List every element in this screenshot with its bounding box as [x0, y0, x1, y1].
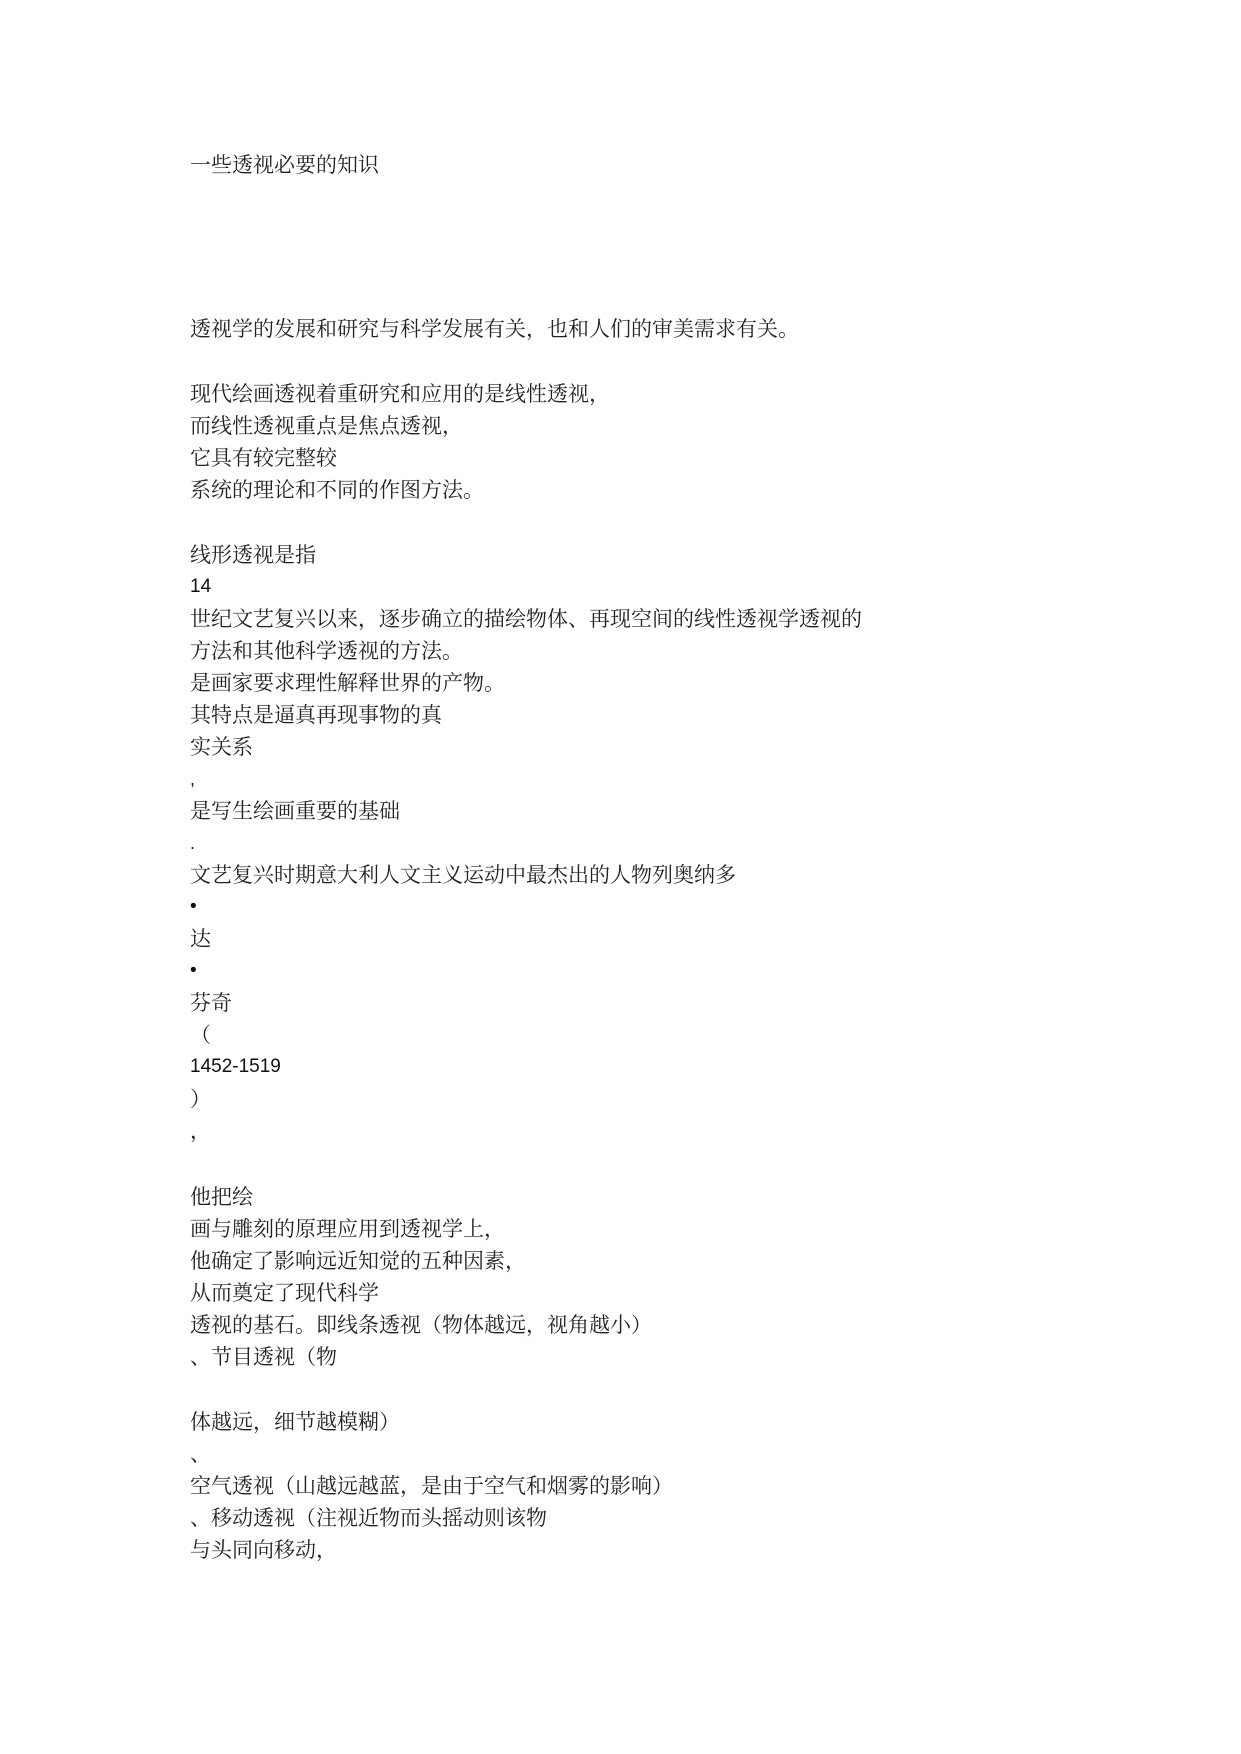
document-title: 一些透视必要的知识: [190, 153, 379, 177]
text-line: 他确定了影响远近知觉的五种因素，: [190, 1249, 526, 1273]
text-line: 是写生绘画重要的基础: [190, 799, 400, 823]
text-line: 世纪文艺复兴以来，逐步确立的描绘物体、再现空间的线性透视学透视的: [190, 607, 862, 631]
text-line: 、移动透视（注视近物而头摇动则该物: [190, 1506, 547, 1530]
text-line: 实关系: [190, 735, 253, 759]
text-line: 14: [190, 576, 212, 597]
text-line: 、: [190, 1442, 211, 1466]
text-line: 线形透视是指: [190, 543, 316, 567]
text-line: 达: [190, 927, 211, 951]
text-line: ,: [190, 769, 196, 789]
text-line: •: [190, 896, 197, 917]
text-line: 与头同向移动，: [190, 1538, 337, 1562]
text-line: 1452-1519: [190, 1056, 281, 1077]
text-line: 是画家要求理性解释世界的产物。: [190, 671, 505, 695]
text-line: 而线性透视重点是焦点透视，: [190, 414, 463, 438]
text-line: 、节目透视（物: [190, 1345, 337, 1369]
text-line: 画与雕刻的原理应用到透视学上，: [190, 1217, 505, 1241]
text-line: 透视的基石。即线条透视（物体越远，视角越小）: [190, 1313, 652, 1337]
text-line: 现代绘画透视着重研究和应用的是线性透视，: [190, 382, 610, 406]
text-line: 其特点是逼真再现事物的真: [190, 703, 442, 727]
text-line: 系统的理论和不同的作图方法。: [190, 478, 484, 502]
text-line: 体越远，细节越模糊）: [190, 1410, 400, 1434]
text-line: ，: [190, 1119, 211, 1143]
text-line: 文艺复兴时期意大利人文主义运动中最杰出的人物列奥纳多: [190, 863, 736, 887]
text-line: 他把绘: [190, 1185, 253, 1209]
text-line: 空气透视（山越远越蓝，是由于空气和烟雾的影响）: [190, 1474, 673, 1498]
text-line: .: [190, 833, 196, 853]
text-line: 它具有较完整较: [190, 446, 337, 470]
text-line: 透视学的发展和研究与科学发展有关，也和人们的审美需求有关。: [190, 317, 799, 341]
text-line: （: [190, 1023, 211, 1047]
text-line: ）: [190, 1087, 211, 1111]
text-line: •: [190, 960, 197, 981]
text-line: 芬奇: [190, 991, 232, 1015]
text-line: 从而奠定了现代科学: [190, 1281, 379, 1305]
text-line: 方法和其他科学透视的方法。: [190, 639, 463, 663]
